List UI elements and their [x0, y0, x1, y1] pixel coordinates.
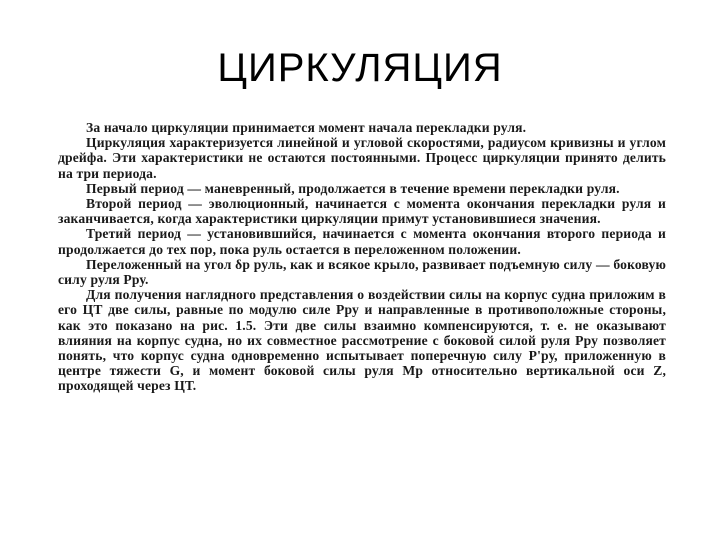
- paragraph-third-period: Третий период — установившийся, начинается с момента окончания второго периода и продолжается до тех пор, пока руль остается в переложенном положении.: [58, 226, 666, 257]
- paragraph-rudder-lift-force: Переложенный на угол δр руль, как и всякое крыло, развивает подъемную силу — боковую силу руля Pру.: [58, 256, 666, 288]
- paragraph-circulation-characteristics: Циркуляция характеризуется линейной и угловой скоростями, радиусом кривизны и углом дрейфа. Эти характеристики не остаются постоянными. Процесс циркуляции принято делить на три периода.: [58, 135, 666, 181]
- paragraph-force-on-hull: Для получения наглядного представления о воздействии силы на корпус судна приложим в его ЦТ две силы, равные по модулю силе Pру и направленные в противоположные стороны, как это показано на рис. 1.5. Эти две силы взаимно компенсируются, т. е. не оказывают влияния на корпус судна, но их совместное рассмотрение с боковой силой руля Pру позволяет понять, что корпус судна одновременно испытывает поперечную силу P'ру, приложенную в центре тяжести G, и момент боковой силы руля Mр относительно вертикальной оси Z, проходящей через ЦТ.: [58, 287, 666, 394]
- paragraph-second-period: Второй период — эволюционный, начинается с момента окончания перекладки руля и заканчивается, когда характеристики циркуляции примут установившиеся значения.: [58, 196, 666, 227]
- paragraph-first-period: Первый период — маневренный, продолжается в течение времени перекладки руля.: [86, 180, 620, 196]
- slide-title: ЦИРКУЛЯЦИЯ: [217, 46, 503, 90]
- scanned-text-block: [58, 118, 666, 478]
- paragraph-circulation-start: За начало циркуляции принимается момент начала перекладки руля.: [86, 120, 527, 135]
